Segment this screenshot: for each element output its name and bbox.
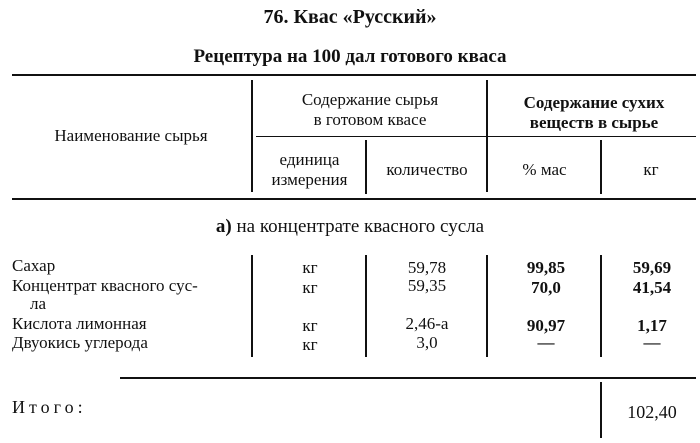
subheader-rule (256, 136, 696, 137)
body-divider-2 (365, 255, 367, 357)
header-pct-mass: % мас (522, 160, 567, 179)
row-name: Сахар (12, 256, 56, 275)
body-divider-1 (251, 255, 253, 357)
row-pct: 90,97 (526, 316, 566, 335)
row-name: Кислота лимонная (12, 314, 147, 333)
row-quantity: 2,46-а (405, 314, 449, 333)
table-top-rule (12, 74, 696, 76)
recipe-title: 76. Квас «Русский» (263, 6, 437, 28)
total-kg: 102,40 (627, 402, 677, 422)
row-unit: кг (302, 335, 318, 354)
row-pct: — (537, 333, 555, 352)
header-content-raw: Содержание сырья в готовом квасе (301, 90, 439, 129)
header-divider-4 (600, 140, 602, 194)
row-unit: кг (302, 316, 318, 335)
row-kg: 1,17 (637, 316, 667, 335)
section-letter: а) (215, 216, 232, 237)
body-divider-3 (486, 255, 488, 357)
header-content-dry: Содержание сухих веществ в сырье (523, 93, 665, 132)
row-name: Концентрат квасного сус- (12, 276, 198, 295)
row-quantity: 59,78 (407, 258, 447, 277)
row-unit: кг (302, 278, 318, 297)
header-quantity: количество (386, 160, 468, 179)
total-divider (600, 382, 602, 438)
row-unit: кг (302, 258, 318, 277)
row-pct: 70,0 (531, 278, 561, 297)
row-name-continuation: ла (30, 294, 47, 313)
section-heading (0, 216, 700, 238)
header-kg: кг (643, 160, 659, 179)
header-unit: единица измерения (271, 150, 348, 189)
header-divider-3 (486, 80, 488, 192)
section-title: на концентрате квасного сусла (236, 216, 485, 237)
row-quantity: 3,0 (416, 333, 438, 352)
body-bottom-rule (120, 377, 696, 379)
header-name: Наименование сырья (54, 126, 208, 145)
header-bottom-rule (12, 198, 696, 200)
row-kg: 41,54 (632, 278, 672, 297)
header-divider-2 (365, 140, 367, 194)
row-kg: 59,69 (632, 258, 672, 277)
row-quantity: 59,35 (407, 276, 447, 295)
header-divider-1 (251, 80, 253, 192)
total-label: Итого: (12, 397, 87, 417)
row-name: Двуокись углерода (12, 333, 148, 352)
row-kg: — (643, 333, 661, 352)
recipe-subtitle: Рецептура на 100 дал готового кваса (193, 46, 507, 67)
row-pct: 99,85 (526, 258, 566, 277)
